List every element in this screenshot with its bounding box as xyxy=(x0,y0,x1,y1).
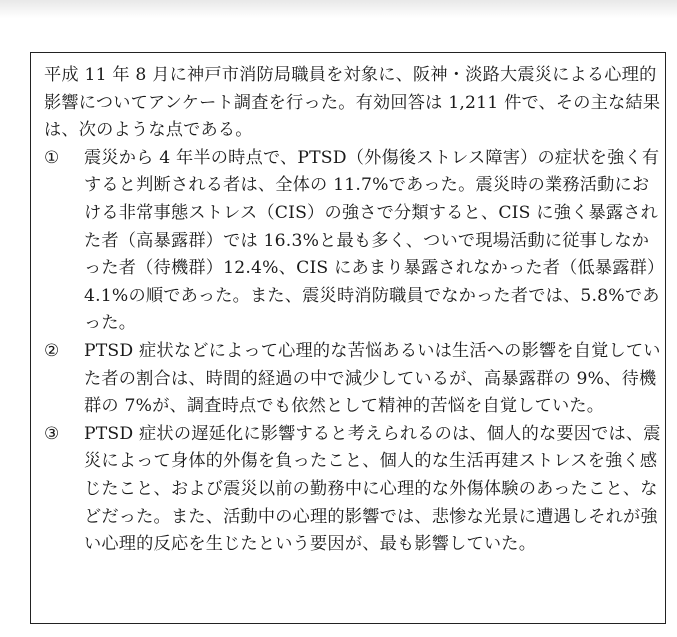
list-item-2 xyxy=(44,338,662,421)
item-number: ① xyxy=(44,147,60,168)
document-content xyxy=(44,62,662,559)
scan-edge xyxy=(0,0,677,18)
list-item-1 xyxy=(44,145,662,338)
list-item-3 xyxy=(44,421,662,559)
item-number: ② xyxy=(44,340,60,361)
item-text: 震災から 4 年半の時点で、PTSD（外傷後ストレス障害）の症状を強く有すると判断される者は、全体の 11.7%であった。震災時の業務活動における非常事態ストレス（CIS）の強さで分類すると、CIS に強く暴露された者（高暴露群）では 16.3%と最も多く、ついで現場活動に従事しなかった者（待機群）12.4%、CIS にあまり暴露されなかった者（低暴露群）4.1%の順であった。また、震災時消防職員でなかった者では、5.8%であった。 xyxy=(84,147,660,334)
item-text: PTSD 症状などによって心理的な苦悩あるいは生活への影響を自覚していた者の割合は、時間的経過の中で減少しているが、高暴露群の 9%、待機群の 7%が、調査時点でも依然として精神的苦悩を自覚していた。 xyxy=(84,340,661,417)
item-text: PTSD 症状の遅延化に影響すると考えられるのは、個人的な要因では、震災によって身体的外傷を負ったこと、個人的な生活再建ストレスを強く感じたこと、および震災以前の勤務中に心理的な外傷体験のあったこと、などだった。また、活動中の心理的影響では、悲惨な光景に遭遇しそれが強い心理的反応を生じたという要因が、最も影響していた。 xyxy=(84,423,661,555)
intro-paragraph: 平成 11 年 8 月に神戸市消防局職員を対象に、阪神・淡路大震災による心理的影響についてアンケート調査を行った。有効回答は 1,211 件で、その主な結果は、次のような点である。 xyxy=(44,65,661,141)
item-number: ③ xyxy=(44,423,60,444)
